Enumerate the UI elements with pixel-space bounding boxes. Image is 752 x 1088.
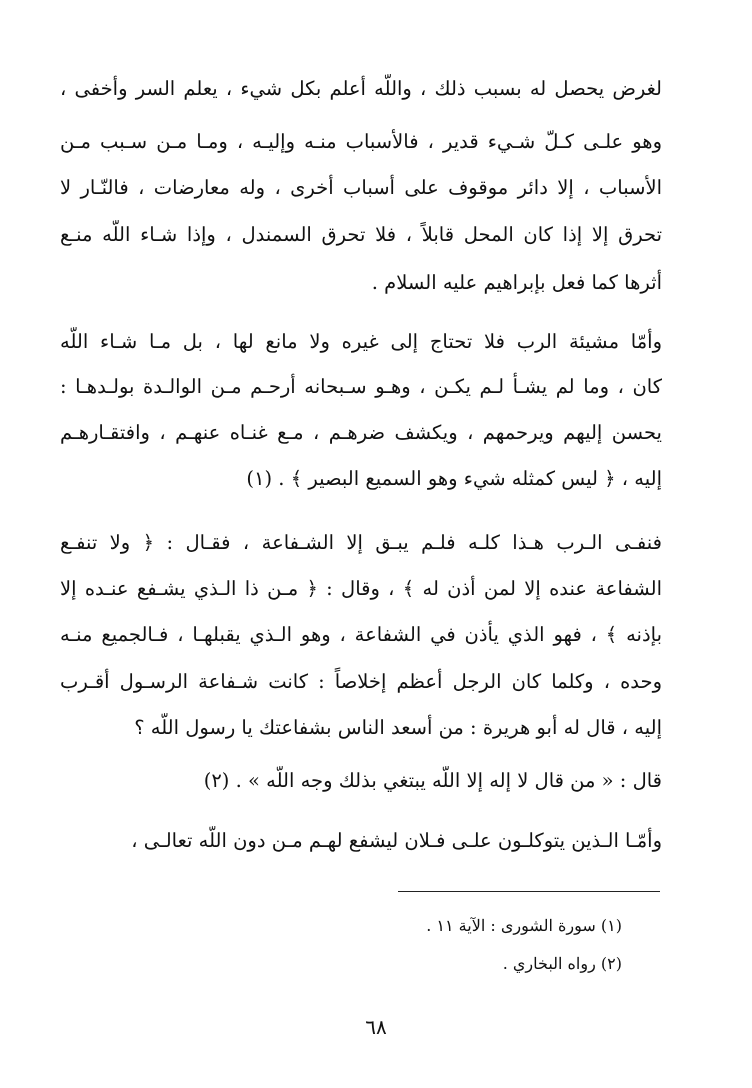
footnote-divider [398, 891, 660, 892]
text-line: بإذنه ﴾ ، فهو الذي يأذن في الشفاعة ، وهو الـذي يقبلهـا ، فـالجميع منـه [60, 623, 662, 646]
text-line: كان ، وما لم يشـأ لـم يكـن ، وهـو سـبحانه أرحـم مـن الوالـدة بولـدهـا : [60, 375, 662, 398]
text-line: وأمّـا الـذين يتوكلـون علـى فـلان ليشفع لهـم مـن دون اللّه تعالـى ، [131, 829, 662, 852]
text-line: يحسن إليهم ويرحمهم ، ويكشف ضرهـم ، مـع غنـاه عنهـم ، وافتقـارهـم [60, 421, 662, 444]
text-line: قال : « من قال لا إله إلا اللّه يبتغي بذلك وجه اللّه » . (٢) [203, 769, 662, 792]
text-line: تحرق إلا إذا كان المحل قابلاً ، فلا تحرق السمندل ، وإذا شـاء اللّه منـع [60, 223, 662, 246]
text-line: الشفاعة عنده إلا لمن أذن له ﴾ ، وقال : ﴿ مـن ذا الـذي يشـفع عنـده إلا [60, 577, 662, 600]
footnote: (١) سورة الشورى : الآية ١١ . [426, 916, 622, 935]
text-line: لغرض يحصل له بسبب ذلك ، واللّه أعلم بكل شيء ، يعلم السر وأخفى ، [60, 77, 662, 100]
text-line: وهو علـى كـلّ شـيء قدير ، فالأسباب منـه وإليـه ، ومـا مـن سـبب مـن [60, 130, 662, 153]
text-line: الأسباب ، إلا دائر موقوف على أسباب أخرى ، وله معارضات ، فالنّـار لا [60, 176, 662, 199]
text-line: وحده ، وكلما كان الرجل أعظم إخلاصاً : كانت شـفاعة الرسـول أقـرب [60, 670, 662, 693]
text-line: إليه ، قال له أبو هريرة : من أسعد الناس بشفاعتك يا رسول اللّه ؟ [134, 716, 662, 739]
footnote: (٢) رواه البخاري . [502, 954, 622, 973]
text-line: إليه ، ﴿ ليس كمثله شيء وهو السميع البصير ﴾ . (١) [246, 467, 662, 490]
text-line: وأمّا مشيئة الرب فلا تحتاج إلى غيره ولا مانع لها ، بل مـا شـاء اللّه [60, 330, 662, 353]
text-line: أثرها كما فعل بإبراهيم عليه السلام . [371, 271, 662, 294]
page-number: ٦٨ [365, 1015, 387, 1039]
text-line: فنفـى الـرب هـذا كلـه فلـم يبـق إلا الشـفاعة ، فقـال : ﴿ ولا تنفـع [60, 531, 662, 554]
